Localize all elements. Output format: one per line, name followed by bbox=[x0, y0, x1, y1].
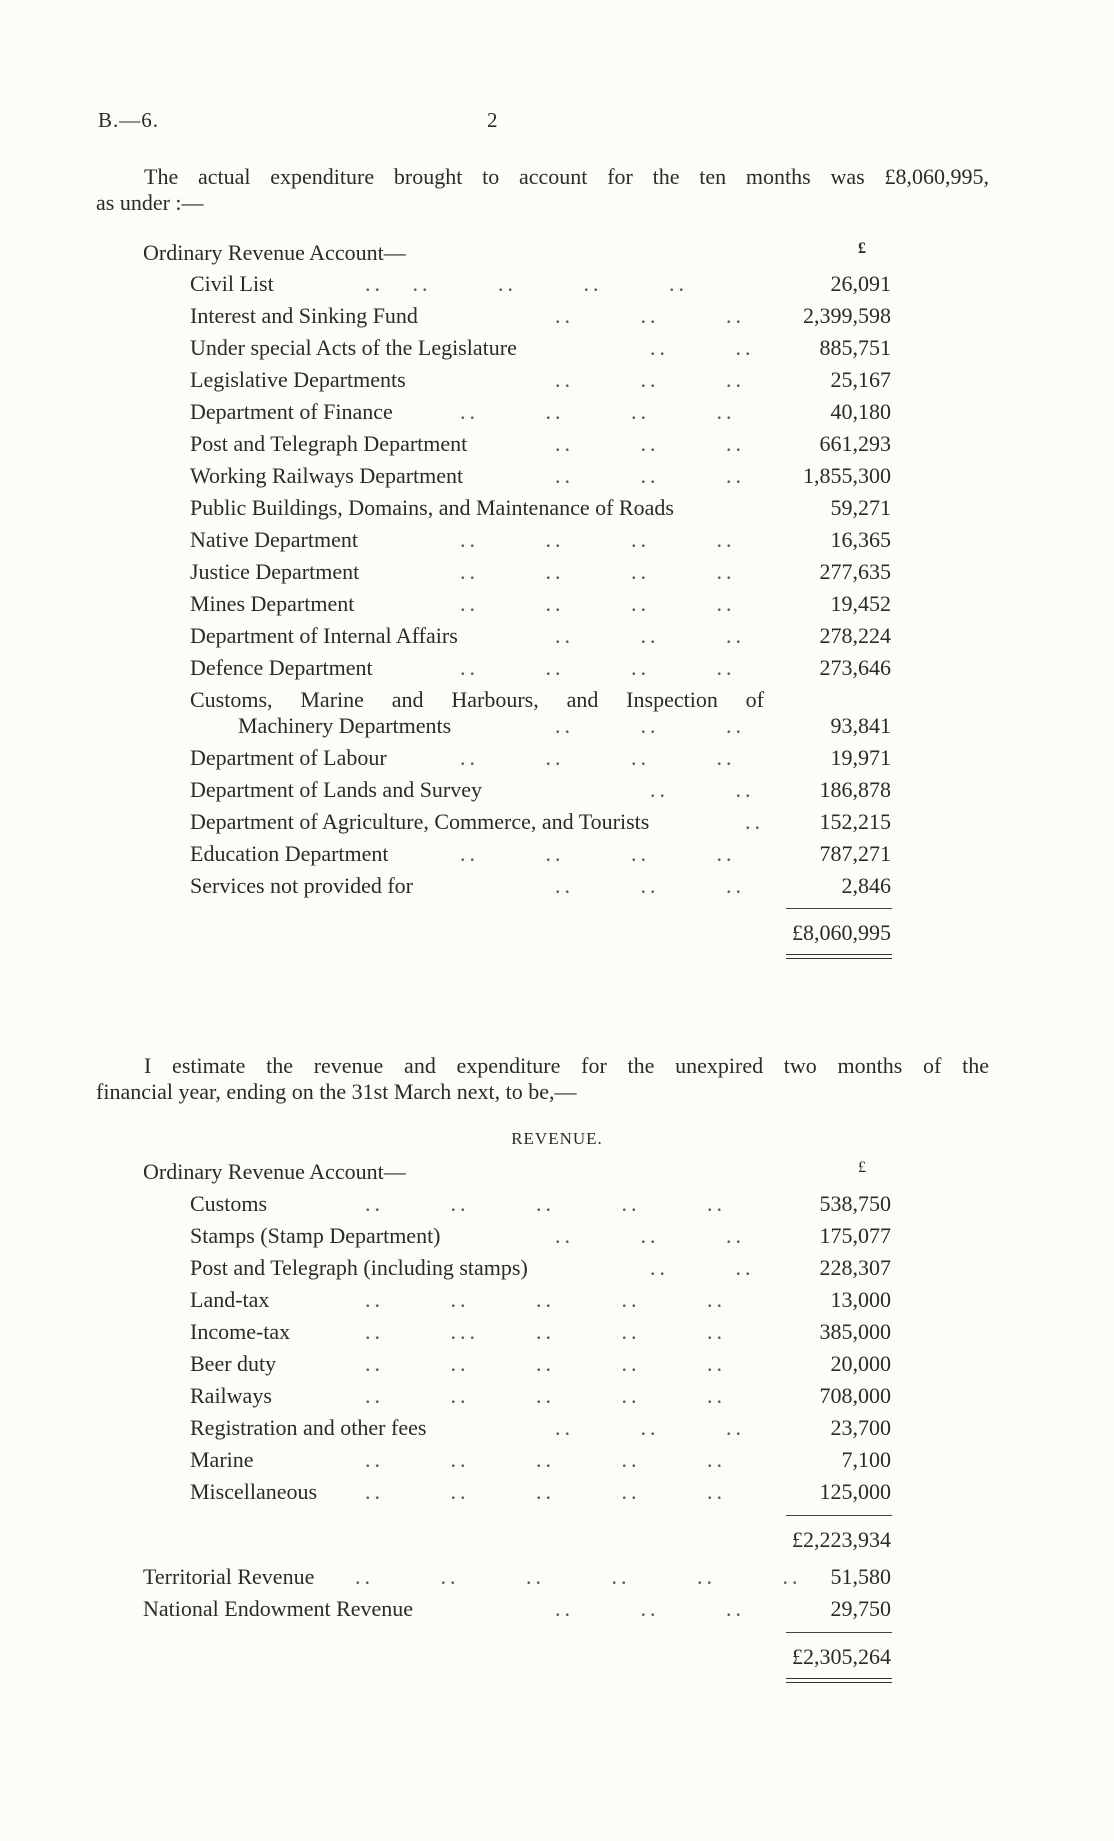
estimate-paragraph bbox=[96, 1053, 989, 1105]
table-row bbox=[0, 267, 1114, 299]
row-label: Customs bbox=[190, 1191, 268, 1216]
table-row bbox=[0, 805, 1114, 837]
row-label: Stamps (Stamp Department) bbox=[190, 1223, 441, 1248]
leader-dots: .. .. .. bbox=[555, 1596, 745, 1621]
table-row bbox=[0, 651, 1114, 683]
subtotal-rule bbox=[786, 908, 892, 909]
table-row bbox=[0, 523, 1114, 555]
table-row bbox=[0, 555, 1114, 587]
page-number: 2 bbox=[487, 108, 498, 132]
table-row bbox=[0, 619, 1114, 651]
leader-dots: .. .. .. bbox=[555, 713, 745, 738]
table-row bbox=[0, 427, 1114, 459]
row-label: Post and Telegraph (including stamps) bbox=[190, 1255, 528, 1280]
table-row bbox=[0, 1347, 1114, 1379]
table-row bbox=[0, 1315, 1114, 1347]
row-value: 1,855,300 bbox=[803, 463, 891, 488]
expenditure-total: £8,060,995 bbox=[792, 920, 891, 945]
row-value: 51,580 bbox=[830, 1564, 891, 1589]
row-label: Civil List bbox=[190, 271, 274, 296]
leader-dots: .. .. .. .. .. bbox=[365, 1287, 726, 1312]
row-label: Department of Internal Affairs bbox=[190, 623, 458, 648]
leader-dots: .. .. .. bbox=[555, 1223, 745, 1248]
revenue-total-row bbox=[0, 1640, 1114, 1672]
leader-dots: .. .. .. .. .. bbox=[365, 1191, 726, 1216]
subtotal-rule bbox=[786, 1632, 892, 1633]
leader-dots: .. .. bbox=[650, 335, 755, 360]
row-label: Working Railways Department bbox=[190, 463, 464, 488]
table-row bbox=[0, 1475, 1114, 1507]
leader-dots: .. .. bbox=[650, 777, 755, 802]
revenue-subtotal-row bbox=[0, 1523, 1114, 1555]
leader-dots: .. .. .. .. bbox=[460, 841, 736, 866]
revenue-total: £2,305,264 bbox=[792, 1644, 891, 1669]
table-row bbox=[0, 331, 1114, 363]
row-label: Department of Agriculture, Commerce, and Tourists bbox=[190, 809, 650, 834]
leader-dots: .. .. .. .. .. bbox=[365, 1383, 726, 1408]
intro-line-2: as under :— bbox=[96, 190, 204, 215]
row-value: 19,452 bbox=[830, 591, 891, 616]
table-row bbox=[0, 1283, 1114, 1315]
row-label: Interest and Sinking Fund bbox=[190, 303, 418, 328]
table-row bbox=[0, 1411, 1114, 1443]
row-label: Marine bbox=[190, 1447, 254, 1472]
row-label: Defence Department bbox=[190, 655, 373, 680]
row-label-continuation: Machinery Departments bbox=[238, 713, 452, 738]
leader-dots: .. .. .. bbox=[555, 367, 745, 392]
revenue-title: REVENUE. bbox=[511, 1129, 603, 1148]
expenditure-account-heading: Ordinary Revenue Account— bbox=[143, 240, 406, 265]
leader-dots: .. .. .. .. bbox=[460, 527, 736, 552]
revenue-subtotal: £2,223,934 bbox=[792, 1527, 891, 1552]
row-label: Registration and other fees bbox=[190, 1415, 427, 1440]
table-row bbox=[0, 1443, 1114, 1475]
revenue-heading-row bbox=[0, 1155, 1114, 1187]
row-label: Under special Acts of the Legislature bbox=[190, 335, 517, 360]
row-value: 708,000 bbox=[819, 1383, 891, 1408]
row-value: 20,000 bbox=[830, 1351, 891, 1376]
row-value: 25,167 bbox=[830, 367, 891, 392]
row-value: 19,971 bbox=[830, 745, 891, 770]
table-row bbox=[0, 837, 1114, 869]
row-value: 538,750 bbox=[819, 1191, 891, 1216]
table-row bbox=[0, 773, 1114, 805]
leader-dots: .. .. .. .. bbox=[460, 399, 736, 424]
row-label: Department of Finance bbox=[190, 399, 393, 424]
row-value: 787,271 bbox=[819, 841, 891, 866]
document-reference: B.—6. bbox=[98, 108, 160, 132]
revenue-account-heading: Ordinary Revenue Account— bbox=[143, 1159, 406, 1184]
table-row bbox=[0, 1560, 1114, 1592]
row-label: Department of Lands and Survey bbox=[190, 777, 483, 802]
table-row bbox=[0, 299, 1114, 331]
row-label: Beer duty bbox=[190, 1351, 277, 1376]
leader-dots: .. ... .. .. .. bbox=[365, 1319, 726, 1344]
leader-dots: .. .. .. .. .. bbox=[365, 271, 688, 296]
table-row bbox=[0, 1251, 1114, 1283]
table-row bbox=[0, 395, 1114, 427]
leader-dots: .. .. .. .. .. .. bbox=[355, 1564, 802, 1589]
expenditure-total-row bbox=[0, 916, 1114, 948]
row-value: 661,293 bbox=[819, 431, 891, 456]
row-label: Services not provided for bbox=[190, 873, 413, 898]
table-row bbox=[0, 363, 1114, 395]
table-row bbox=[0, 1187, 1114, 1219]
intro-line-1: The actual expenditure brought to account for the ten months was £8,060,995, bbox=[144, 164, 989, 189]
leader-dots: .. .. bbox=[650, 1255, 755, 1280]
revenue-currency-header: £ bbox=[858, 1159, 866, 1176]
table-row bbox=[0, 587, 1114, 619]
table-row bbox=[0, 1379, 1114, 1411]
leader-dots: .. .. .. .. .. bbox=[365, 1479, 726, 1504]
row-value: 13,000 bbox=[830, 1287, 891, 1312]
leader-dots: .. .. .. .. .. bbox=[365, 1351, 726, 1376]
row-label: Mines Department bbox=[190, 591, 355, 616]
expenditure-currency-header: £ bbox=[858, 240, 866, 257]
estimate-line-1: I estimate the revenue and expenditure for the unexpired two months of the bbox=[144, 1053, 989, 1078]
row-label: Public Buildings, Domains, and Maintenance of Roads bbox=[190, 495, 674, 520]
total-double-rule bbox=[786, 954, 892, 959]
row-value: 2,399,598 bbox=[803, 303, 891, 328]
row-value: 16,365 bbox=[830, 527, 891, 552]
table-row bbox=[0, 709, 1114, 741]
leader-dots: .. .. .. bbox=[555, 1415, 745, 1440]
leader-dots: .. .. .. .. bbox=[460, 655, 736, 680]
total-double-rule bbox=[786, 1678, 892, 1683]
row-value: 228,307 bbox=[819, 1255, 891, 1280]
row-value: 175,077 bbox=[819, 1223, 891, 1248]
table-row bbox=[0, 1592, 1114, 1624]
row-value: 885,751 bbox=[819, 335, 891, 360]
subtotal-rule bbox=[786, 1515, 892, 1516]
row-label: Justice Department bbox=[190, 559, 360, 584]
leader-dots: .. .. .. bbox=[555, 463, 745, 488]
leader-dots: .. .. .. .. bbox=[460, 559, 736, 584]
expenditure-heading-row bbox=[0, 236, 1114, 268]
row-value: 59,271 bbox=[830, 495, 891, 520]
row-label: Territorial Revenue bbox=[143, 1564, 315, 1589]
row-label: National Endowment Revenue bbox=[143, 1596, 414, 1621]
row-label: Customs, Marine and Harbours, and Inspection of bbox=[190, 687, 764, 712]
row-label: Native Department bbox=[190, 527, 358, 552]
row-value: 186,878 bbox=[819, 777, 891, 802]
row-label: Land-tax bbox=[190, 1287, 270, 1312]
row-value: 23,700 bbox=[830, 1415, 891, 1440]
row-value: 2,846 bbox=[841, 873, 891, 898]
table-row bbox=[0, 869, 1114, 901]
leader-dots: .. bbox=[745, 809, 764, 834]
row-value: 385,000 bbox=[819, 1319, 891, 1344]
row-value: 273,646 bbox=[819, 655, 891, 680]
row-value: 278,224 bbox=[819, 623, 891, 648]
table-row bbox=[0, 459, 1114, 491]
row-label: Railways bbox=[190, 1383, 272, 1408]
table-row bbox=[0, 741, 1114, 773]
row-value: 152,215 bbox=[819, 809, 891, 834]
row-value: 93,841 bbox=[830, 713, 891, 738]
table-row bbox=[0, 1219, 1114, 1251]
row-label: Post and Telegraph Department bbox=[190, 431, 468, 456]
estimate-line-2: financial year, ending on the 31st March next, to be,— bbox=[96, 1079, 577, 1104]
row-value: 40,180 bbox=[830, 399, 891, 424]
leader-dots: .. .. .. .. bbox=[460, 745, 736, 770]
row-label: Legislative Departments bbox=[190, 367, 406, 392]
row-label: Department of Labour bbox=[190, 745, 387, 770]
leader-dots: .. .. .. .. .. bbox=[365, 1447, 726, 1472]
leader-dots: .. .. .. bbox=[555, 431, 745, 456]
row-label: Education Department bbox=[190, 841, 389, 866]
leader-dots: .. .. .. bbox=[555, 873, 745, 898]
row-label: Miscellaneous bbox=[190, 1479, 318, 1504]
row-value: 125,000 bbox=[819, 1479, 891, 1504]
row-value: 26,091 bbox=[830, 271, 891, 296]
leader-dots: .. .. .. .. bbox=[460, 591, 736, 616]
leader-dots: .. .. .. bbox=[555, 623, 745, 648]
row-label: Income-tax bbox=[190, 1319, 291, 1344]
intro-paragraph bbox=[96, 164, 989, 216]
table-row bbox=[0, 491, 1114, 523]
leader-dots: .. .. .. bbox=[555, 303, 745, 328]
row-value: 29,750 bbox=[830, 1596, 891, 1621]
row-value: 7,100 bbox=[841, 1447, 891, 1472]
row-value: 277,635 bbox=[819, 559, 891, 584]
